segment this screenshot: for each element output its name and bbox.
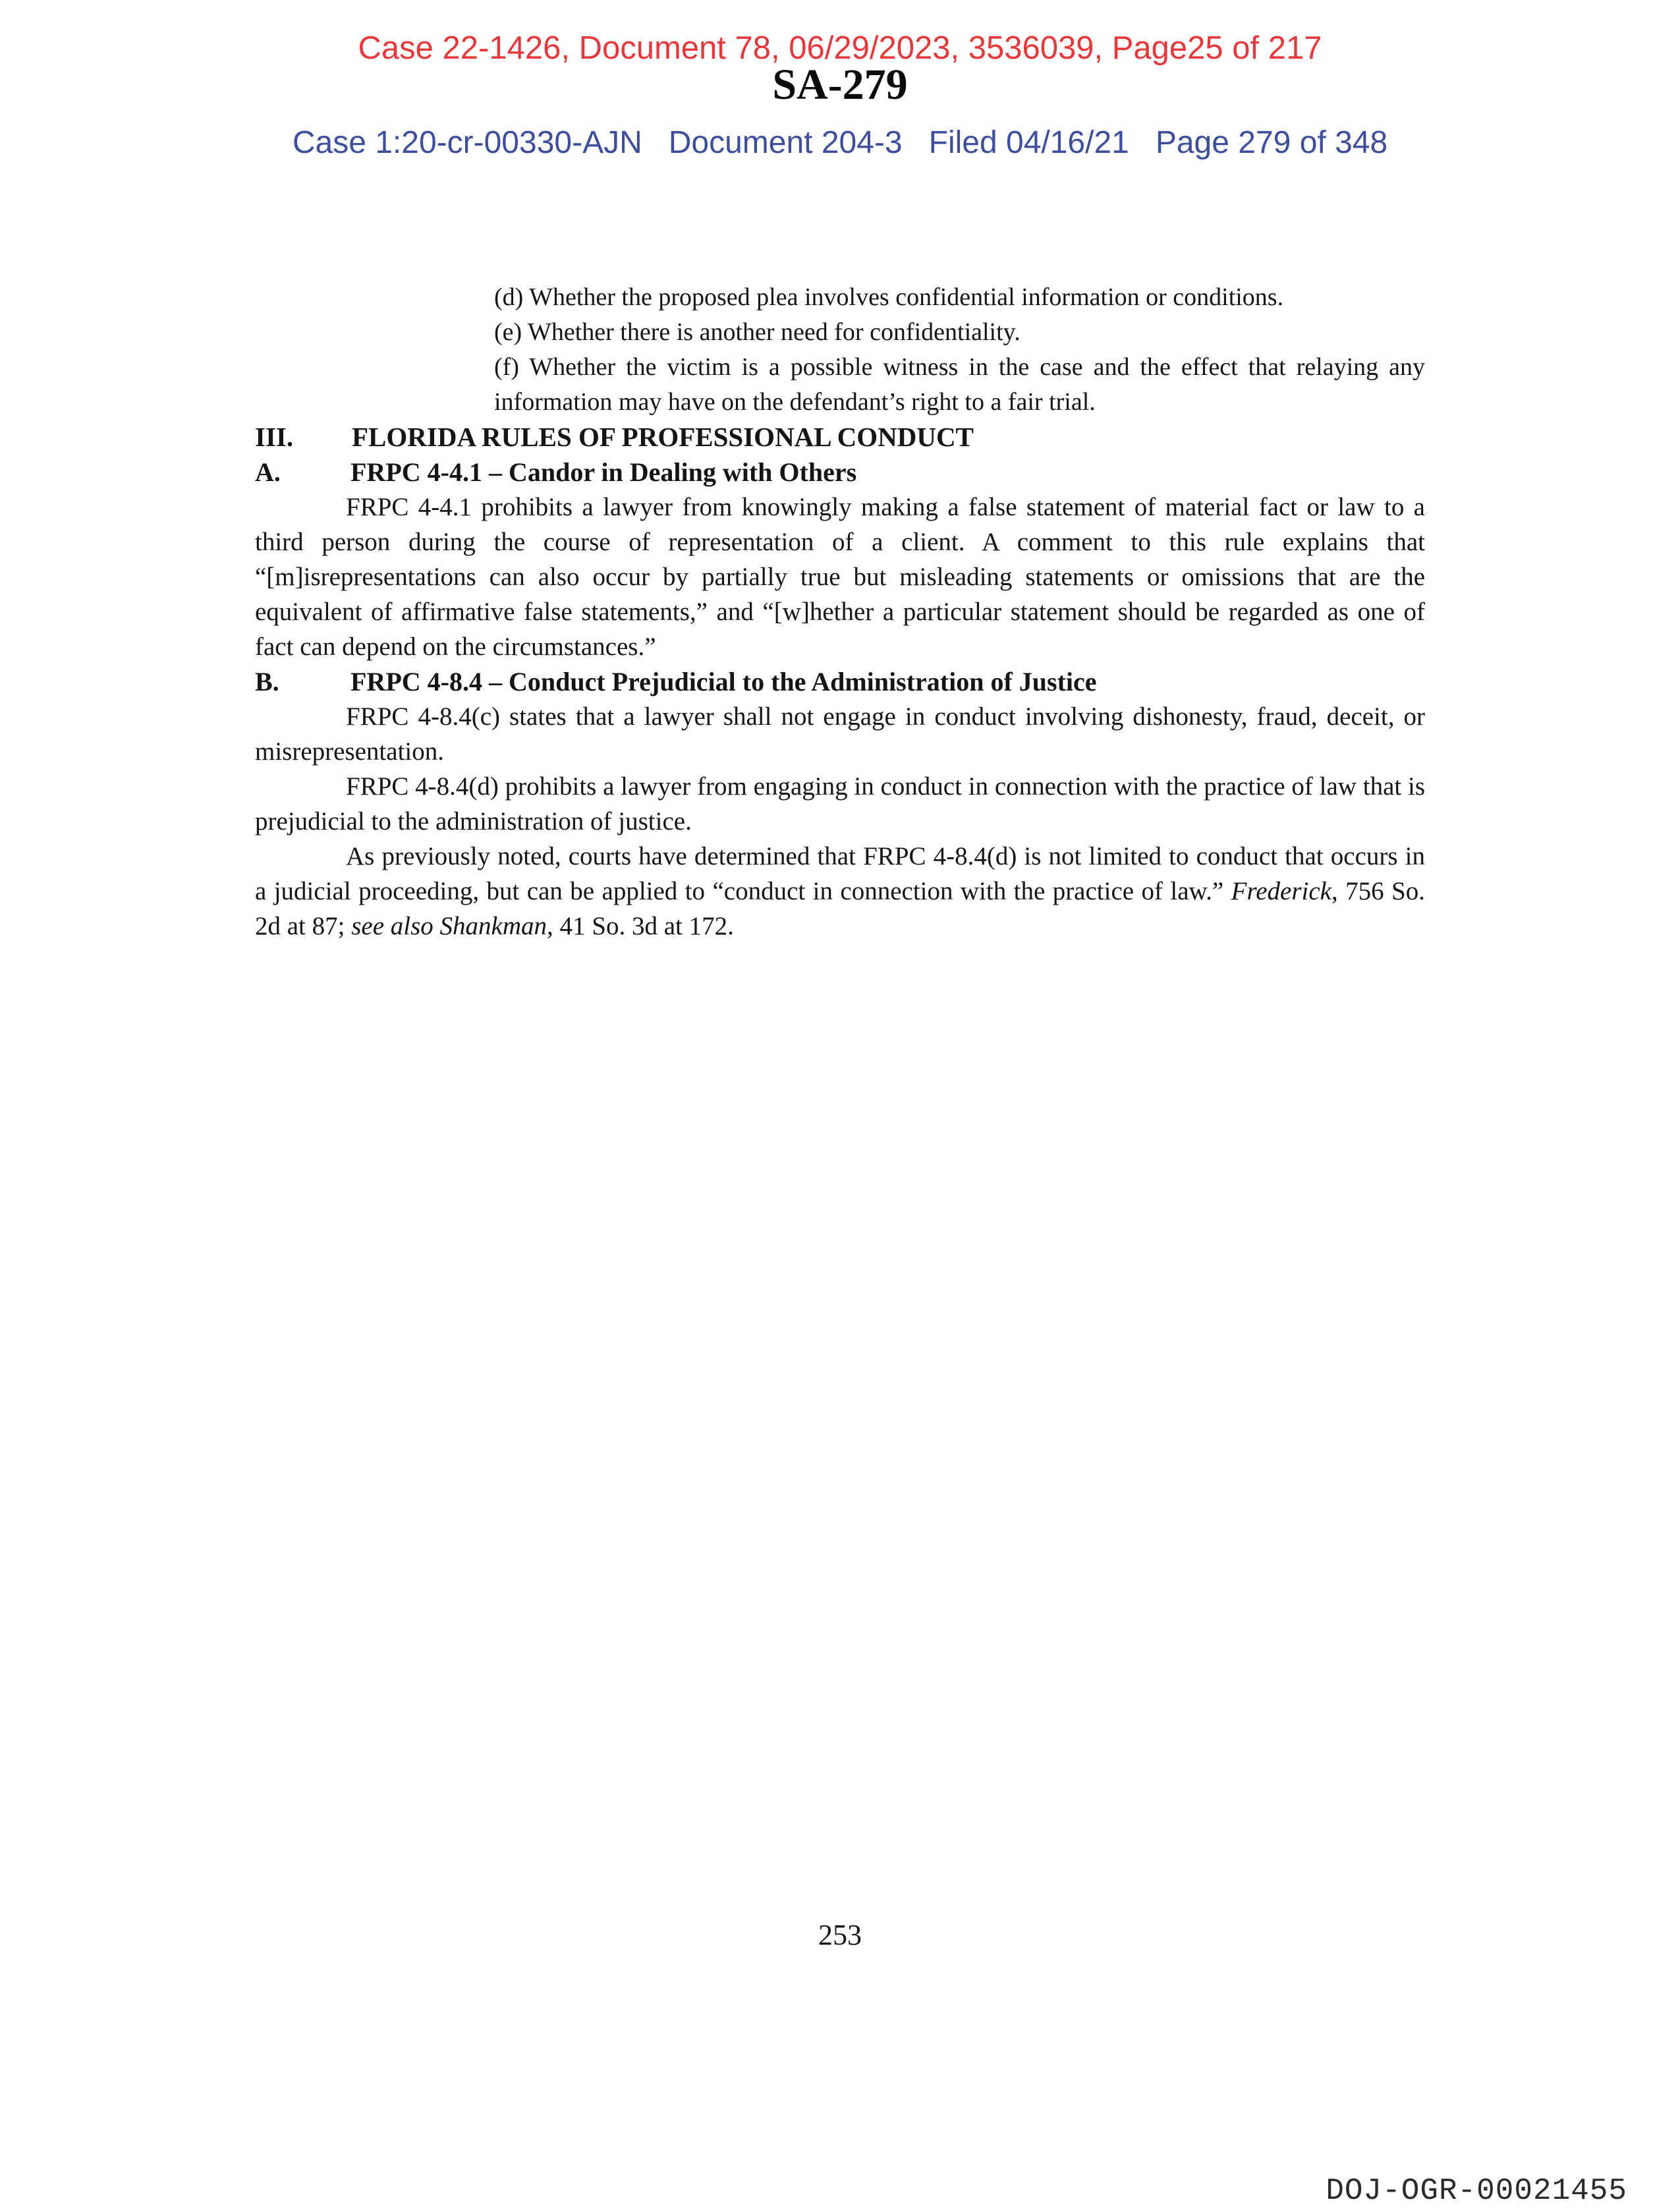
section-a-number: A. xyxy=(255,457,281,487)
section-iii-heading xyxy=(255,420,1425,455)
page-number: 253 xyxy=(818,1919,862,1951)
section-iii-number: III. xyxy=(255,422,294,452)
list-item-f: (f) Whether the victim is a possible witness in the case and the effect that relaying any information may have on the defendant’s right to a fair trial. xyxy=(494,353,1425,416)
paragraph-frpc-4-4-1: FRPC 4-4.1 prohibits a lawyer from knowingly making a false statement of material fact or law to a third person during the course of representation of a client. A comment to this rule explains that “[m]isrepresentations can also occur by partially true but misleading statements or omissions that are the equivalent of affirmative false statements,” and “[w]hether a particular statement should be regarded as one of fact can depend on the circumstances.” xyxy=(255,493,1425,661)
section-b-heading xyxy=(255,664,1425,699)
section-iii-title: FLORIDA RULES OF PROFESSIONAL CONDUCT xyxy=(352,422,974,452)
section-a-heading xyxy=(255,455,1425,490)
district-stamp-case: Case 1:20-cr-00330-AJN xyxy=(292,125,642,160)
section-a-title: FRPC 4-4.1 – Candor in Dealing with Others xyxy=(350,457,857,487)
citation-case-shankman: see also Shankman xyxy=(351,912,547,940)
appellate-case-stamp: Case 22-1426, Document 78, 06/29/2023, 3536039, Page25 of 217 xyxy=(358,30,1322,66)
citation-reporter-frederick: , 756 So. 2d at 87; xyxy=(255,877,1425,940)
district-stamp-document: Document 204-3 xyxy=(668,125,903,160)
document-body xyxy=(255,280,1425,944)
section-b-number: B. xyxy=(255,667,279,696)
list-item-e: (e) Whether there is another need for confidentiality. xyxy=(494,318,1021,346)
paragraph-frpc-4-8-4d: FRPC 4-8.4(d) prohibits a lawyer from engaging in conduct in connection with the practice of law that is prejudicial to the administration of justice. xyxy=(255,772,1425,836)
section-b-title: FRPC 4-8.4 – Conduct Prejudicial to the Administration of Justice xyxy=(350,667,1097,696)
citation-reporter-shankman: , 41 So. 3d at 172. xyxy=(547,912,734,940)
confidentiality-factors-list xyxy=(494,280,1425,420)
citation-text-lead: As previously noted, courts have determined that FRPC 4-8.4(d) is not limited to conduct that occurs in a judicial proceeding, but can be applied to “conduct in connection with the practice of law.” xyxy=(255,842,1425,905)
district-stamp-filed: Filed 04/16/21 xyxy=(928,125,1129,160)
appendix-page-label: SA-279 xyxy=(772,61,908,109)
citation-case-frederick: Frederick xyxy=(1231,877,1331,905)
district-case-stamp xyxy=(0,125,1680,161)
district-stamp-page: Page 279 of 348 xyxy=(1155,125,1388,160)
paragraph-case-citations xyxy=(255,839,1425,944)
list-item-d: (d) Whether the proposed plea involves confidential information or conditions. xyxy=(494,283,1284,311)
bates-number: DOJ-OGR-00021455 xyxy=(1326,2174,1627,2208)
paragraph-frpc-4-8-4c: FRPC 4-8.4(c) states that a lawyer shall not engage in conduct involving dishonesty, fraud, deceit, or misrepresentation. xyxy=(255,702,1425,766)
